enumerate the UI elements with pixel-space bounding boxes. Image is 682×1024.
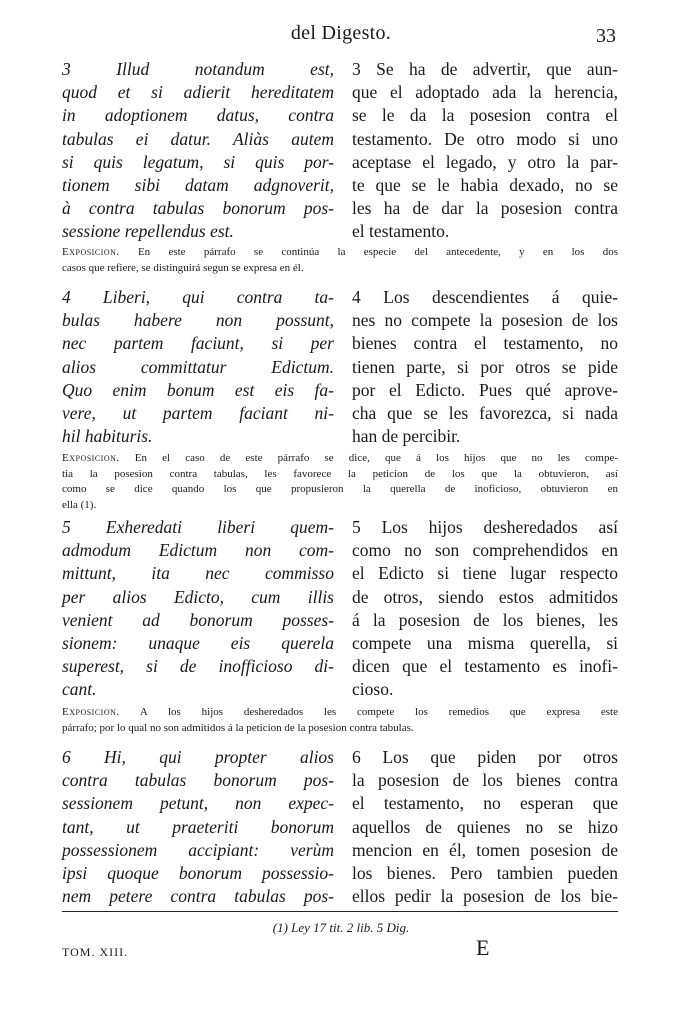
text-line: cant. xyxy=(62,679,97,700)
text-line: de otros, siendo estos admitidos xyxy=(352,586,618,607)
text-line: por el Edicto. Pues qué aprove- xyxy=(352,379,618,400)
text-line: 6 Hi, qui propter alios xyxy=(62,747,334,767)
spanish-text xyxy=(352,516,618,702)
latin-text xyxy=(62,58,334,244)
text-line: nes no compete la posesion de los xyxy=(352,310,618,331)
text-line: 4 Los descendientes á quie- xyxy=(352,287,618,307)
text-line: venient ad bonorum posses- xyxy=(62,609,334,630)
text-line: sionem: unaque eis querela xyxy=(62,633,334,654)
text-line: como no son comprehendidos en xyxy=(352,540,618,561)
spanish-text xyxy=(352,58,618,244)
spanish-text xyxy=(352,286,618,448)
text-line: los bienes. Pero tambien pueden xyxy=(352,863,618,884)
text-line: tabulas ei datur. Aliàs autem xyxy=(62,128,334,149)
text-line: ipsi quoque bonorum possessio- xyxy=(62,863,334,884)
text-line: te que se le habia dexado, no se xyxy=(352,175,618,196)
exposicion-label: Exposicion. xyxy=(62,452,120,464)
text-line: 4 Liberi, qui contra ta- xyxy=(62,287,334,307)
exposicion-line: párrafo; por lo qual no son admitidos á la peticion de la posesion contra tabulas. xyxy=(62,721,414,734)
text-line: que el adoptado ada la herencia, xyxy=(352,82,618,103)
text-line: tienen parte, si por otros se pide xyxy=(352,356,618,377)
text-line: aquellos de quienes no se hizo xyxy=(352,816,618,837)
text-line: mencion en él, tomen posesion de xyxy=(352,839,618,860)
text-line: testamento. De otro modo si uno xyxy=(352,128,618,149)
latin-text xyxy=(62,516,334,702)
exposicion-line xyxy=(62,245,618,261)
text-line: ellos pedir la posesion de los bie- xyxy=(352,886,618,907)
text-line: contra tabulas bonorum pos- xyxy=(62,770,334,791)
latin-text xyxy=(62,746,334,908)
exposicion-line: ella (1). xyxy=(62,498,97,511)
exposicion-3 xyxy=(62,245,618,276)
signature-mark: E xyxy=(476,935,490,960)
text-line: bienes contra el testamento, no xyxy=(352,333,618,354)
text-line: vere, ut partem faciant ni- xyxy=(62,403,334,424)
exposicion-line xyxy=(62,451,618,467)
exposicion-text: En el caso de este párrafo se dice, que á los hijos que no les compe- xyxy=(134,452,618,464)
latin-text xyxy=(62,286,334,448)
exposicion-text: En este párrafo se continúa la especie del antecedente, y en los dos xyxy=(137,246,619,258)
text-line: aceptase el legado, y otro la par- xyxy=(352,151,618,172)
text-line: cioso. xyxy=(352,679,394,700)
text-line: compete una misma querella, si xyxy=(352,633,618,654)
footnote: (1) Ley 17 tit. 2 lib. 5 Dig. xyxy=(272,920,410,935)
text-line: 5 Exheredati liberi quem- xyxy=(62,517,334,537)
spanish-text xyxy=(352,746,618,908)
exposicion-5 xyxy=(62,705,618,736)
running-title: del Digesto. xyxy=(290,22,392,44)
exposicion-line: tia la posesion contra tabulas, les favorece la peticion de los que la obtuvieron, así xyxy=(62,467,618,480)
text-line: alios committatur Edictum. xyxy=(62,356,334,377)
exposicion-line: casos que refiere, se distinguirá segun se expresa en él. xyxy=(62,261,304,274)
footnote-rule xyxy=(62,911,618,912)
text-line: cha que se les favorezca, si nada xyxy=(352,403,618,424)
text-line: dicen que el testamento es inofi- xyxy=(352,656,618,677)
page-number: 33 xyxy=(596,25,616,47)
text-line: tant, ut praeteriti bonorum xyxy=(62,816,334,837)
text-line: superest, si de inofficioso di- xyxy=(62,656,334,677)
text-line: hil habituris. xyxy=(62,426,153,447)
exposicion-4 xyxy=(62,451,618,513)
text-line: 3 Se ha de advertir, que aun- xyxy=(352,59,618,79)
text-line: Quo enim bonum est eis fa- xyxy=(62,379,334,400)
text-line: 6 Los que piden por otros xyxy=(352,747,618,767)
text-line: si quis legatum, si quis por- xyxy=(62,151,334,172)
text-line: 3 Illud notandum est, xyxy=(62,59,334,79)
text-line: mittunt, ita nec commisso xyxy=(62,563,334,584)
text-line: han de percibir. xyxy=(352,426,461,447)
text-line: el testamento. xyxy=(352,221,450,242)
text-line: sessionem petunt, non expec- xyxy=(62,793,334,814)
text-line: sessione repellendus est. xyxy=(62,221,234,242)
text-line: el Edicto si tiene lugar respecto xyxy=(352,563,618,584)
exposicion-label: Exposicion. xyxy=(62,246,120,258)
text-line: nem petere contra tabulas pos- xyxy=(62,886,334,907)
text-line: la posesion de los bienes contra xyxy=(352,770,618,791)
text-line: per alios Edicto, cum illis xyxy=(62,586,334,607)
exposicion-line xyxy=(62,705,618,721)
exposicion-text: A los hijos desheredados les compete los remedios que expresa este xyxy=(139,706,618,718)
text-line: possessionem accipiant: verùm xyxy=(62,839,334,860)
text-line: admodum Edictum non com- xyxy=(62,540,334,561)
text-line: bulas habere non possunt, xyxy=(62,310,334,331)
text-line: in adoptionem datus, contra xyxy=(62,105,334,126)
exposicion-line: como se dice quando los que propusieron la querella de inoficioso, obtuvieron en xyxy=(62,483,618,495)
text-line: les ha de dar la posesion contra xyxy=(352,198,618,219)
page-header xyxy=(0,22,682,52)
text-line: nec partem faciunt, si per xyxy=(62,333,334,354)
text-line: à contra tabulas bonorum pos- xyxy=(62,198,334,219)
text-line: 5 Los hijos desheredados así xyxy=(352,517,618,537)
text-line: se le da la posesion contra el xyxy=(352,105,618,126)
text-line: tionem sibi datam adgnoverit, xyxy=(62,175,334,196)
text-line: quod et si adierit hereditatem xyxy=(62,82,334,103)
text-line: el testamento, no esperan que xyxy=(352,793,618,814)
volume-label: TOM. XIII. xyxy=(62,945,129,959)
exposicion-label: Exposicion. xyxy=(62,706,120,718)
text-line: á la posesion de los bienes, les xyxy=(352,609,618,630)
